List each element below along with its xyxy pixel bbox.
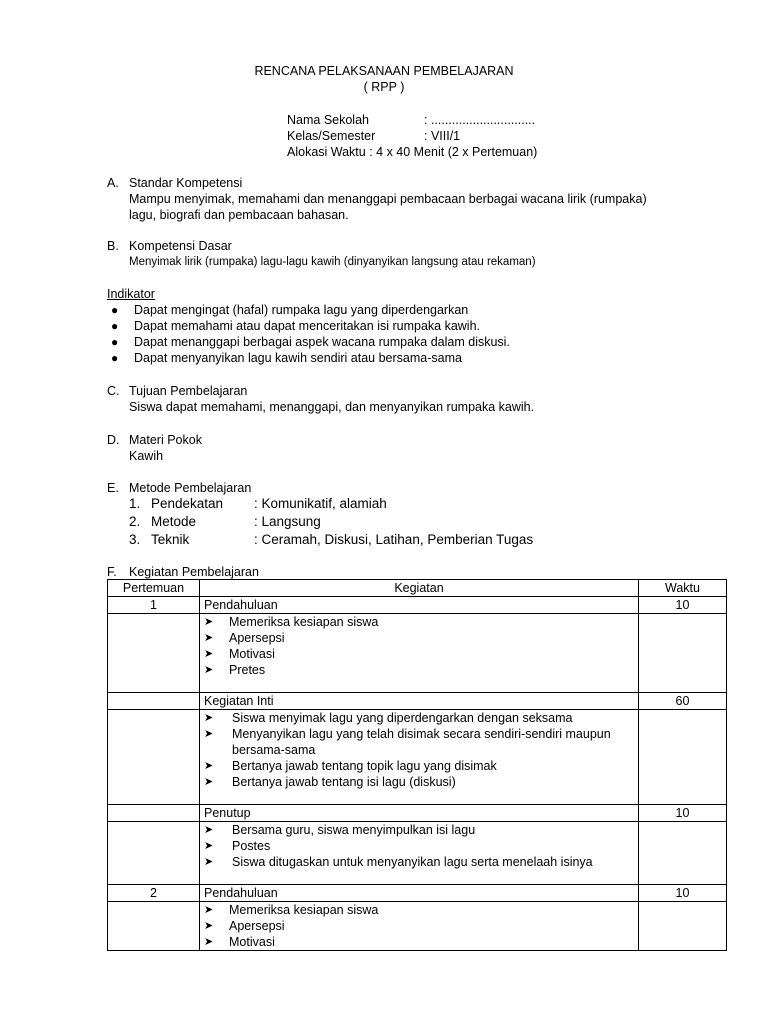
table-row — [108, 614, 727, 693]
arrow-bullet-icon: ➤ — [204, 648, 214, 660]
section-indikator — [107, 286, 727, 366]
pertemuan-cell — [108, 822, 200, 885]
list-item — [107, 302, 727, 318]
waktu-cell: 10 — [639, 805, 727, 822]
list-item — [107, 496, 727, 514]
section-heading: Metode Pembelajaran — [129, 481, 252, 495]
section-letter: B. — [107, 239, 119, 253]
list-item — [204, 822, 634, 838]
section-heading: Materi Pokok — [129, 433, 202, 447]
arrow-bullet-icon: ➤ — [204, 728, 214, 740]
list-item — [204, 902, 634, 918]
section-heading: Standar Kompetensi — [129, 176, 243, 190]
section-heading: Indikator — [107, 287, 155, 301]
list-item — [107, 532, 727, 550]
list-item — [204, 854, 634, 870]
section-text: Siswa dapat memahami, menanggapi, dan menyanyikan rumpaka kawih. — [129, 400, 535, 414]
activity-list — [204, 614, 634, 678]
section-heading: Kegiatan Pembelajaran — [129, 565, 259, 579]
bullet-icon: ● — [111, 303, 119, 317]
item-key: Pendekatan — [151, 496, 224, 511]
section-kegiatan-pembelajaran — [107, 564, 727, 580]
waktu-cell — [639, 614, 727, 693]
item-text: Bertanya jawab tentang isi lagu (diskusi) — [232, 775, 456, 789]
meta-label: Nama Sekolah — [287, 113, 369, 127]
meta-row — [287, 144, 537, 160]
section-letter: A. — [107, 176, 119, 190]
activity-list — [204, 710, 634, 790]
list-item — [107, 318, 727, 334]
list-item — [204, 758, 634, 774]
section-text — [107, 191, 727, 223]
column-header: Pertemuan — [108, 580, 200, 597]
table-row — [108, 710, 727, 805]
arrow-bullet-icon: ➤ — [204, 904, 214, 916]
meta-label: Kelas/Semester — [287, 129, 376, 143]
activities-table — [107, 579, 727, 951]
activity-cell — [200, 902, 639, 951]
meta-label: Alokasi Waktu : 4 x 40 Menit (2 x Pertemuan) — [287, 145, 538, 159]
activity-cell — [200, 822, 639, 885]
pertemuan-cell: 1 — [108, 597, 200, 614]
arrow-bullet-icon: ➤ — [204, 936, 214, 948]
table-row — [108, 822, 727, 885]
school-info — [287, 112, 537, 160]
item-text: Motivasi — [229, 935, 275, 949]
phase-cell: Pendahuluan — [200, 597, 639, 614]
pertemuan-cell — [108, 805, 200, 822]
list-item — [204, 934, 634, 950]
section-text: Kawih — [129, 449, 164, 463]
pertemuan-cell — [108, 710, 200, 805]
waktu-cell: 60 — [639, 693, 727, 710]
bullet-icon: ● — [111, 335, 119, 349]
activity-list — [204, 902, 634, 950]
section-kompetensi-dasar — [107, 238, 727, 270]
arrow-bullet-icon: ➤ — [204, 840, 214, 852]
phase-cell: Pendahuluan — [200, 885, 639, 902]
activity-cell — [200, 614, 639, 693]
table-row — [108, 885, 727, 902]
list-item — [204, 774, 634, 790]
section-letter: E. — [107, 481, 119, 495]
item-text: Dapat mengingat (hafal) rumpaka lagu yang diperdengarkan — [134, 303, 469, 317]
table-row — [108, 902, 727, 951]
section-letter: D. — [107, 433, 120, 447]
list-item — [204, 918, 634, 934]
phase-cell: Penutup — [200, 805, 639, 822]
section-letter: F. — [107, 565, 117, 579]
item-text: Siswa menyimak lagu yang diperdengarkan dengan seksama — [232, 711, 573, 725]
arrow-bullet-icon: ➤ — [204, 760, 214, 772]
item-text: Memeriksa kesiapan siswa — [229, 903, 379, 917]
item-text: Postes — [232, 839, 271, 853]
item-text: Apersepsi — [229, 631, 285, 645]
arrow-bullet-icon: ➤ — [204, 776, 214, 788]
item-text: Dapat memahami atau dapat menceritakan isi rumpaka kawih. — [134, 319, 481, 333]
section-heading: Tujuan Pembelajaran — [129, 384, 248, 398]
item-text: Memeriksa kesiapan siswa — [229, 615, 379, 629]
arrow-bullet-icon: ➤ — [204, 664, 214, 676]
bullet-icon: ● — [111, 319, 119, 333]
waktu-cell: 10 — [639, 597, 727, 614]
arrow-bullet-icon: ➤ — [204, 632, 214, 644]
section-text: Menyimak lirik (rumpaka) lagu-lagu kawih (dinyanyikan langsung atau rekaman) — [129, 256, 536, 268]
item-value: : Langsung — [254, 514, 321, 529]
phase-cell: Kegiatan Inti — [200, 693, 639, 710]
item-key: Metode — [151, 514, 197, 529]
list-item — [107, 334, 727, 350]
column-header: Kegiatan — [200, 580, 639, 597]
list-item — [107, 514, 727, 532]
bullet-icon: ● — [111, 351, 119, 365]
waktu-cell — [639, 710, 727, 805]
item-value: : Ceramah, Diskusi, Latihan, Pemberian Tugas — [254, 532, 534, 547]
item-text: Dapat menyanyikan lagu kawih sendiri atau bersama-sama — [134, 351, 462, 365]
item-text: Apersepsi — [229, 919, 285, 933]
pertemuan-cell — [108, 693, 200, 710]
method-list — [107, 496, 727, 550]
list-item — [204, 838, 634, 854]
text-line: Mampu menyimak, memahami dan menanggapi pembacaan berbagai wacana lirik (rumpaka) — [129, 192, 647, 206]
arrow-bullet-icon: ➤ — [204, 856, 214, 868]
section-heading: Kompetensi Dasar — [129, 239, 232, 253]
section-tujuan-pembelajaran — [107, 383, 727, 415]
item-number: 1. — [129, 496, 141, 511]
item-text: Bertanya jawab tentang topik lagu yang disimak — [232, 759, 497, 773]
arrow-bullet-icon: ➤ — [204, 920, 214, 932]
item-text: Dapat menanggapi berbagai aspek wacana rumpaka dalam diskusi. — [134, 335, 510, 349]
activity-cell — [200, 710, 639, 805]
pertemuan-cell — [108, 614, 200, 693]
item-text: Motivasi — [229, 647, 275, 661]
item-value: : Komunikatif, alamiah — [254, 496, 387, 511]
activity-list — [204, 822, 634, 870]
text-line: lagu, biografi dan pembacaan bahasan. — [129, 208, 349, 222]
table-header-row — [108, 580, 727, 597]
section-materi-pokok — [107, 432, 727, 464]
indicator-list — [107, 302, 727, 366]
meta-row — [287, 128, 537, 144]
arrow-bullet-icon: ➤ — [204, 616, 214, 628]
meta-value: : VIII/1 — [424, 129, 461, 143]
item-key: Teknik — [151, 532, 190, 547]
section-metode-pembelajaran — [107, 480, 727, 550]
item-text: Pretes — [229, 663, 266, 677]
table-row — [108, 805, 727, 822]
list-item — [204, 726, 634, 758]
meta-row — [287, 112, 537, 128]
list-item — [204, 646, 634, 662]
item-text: Siswa ditugaskan untuk menyanyikan lagu serta menelaah isinya — [232, 855, 593, 869]
waktu-cell — [639, 902, 727, 951]
waktu-cell: 10 — [639, 885, 727, 902]
section-standar-kompetensi — [107, 175, 727, 223]
list-item — [204, 662, 634, 678]
arrow-bullet-icon: ➤ — [204, 824, 214, 836]
list-item — [204, 630, 634, 646]
item-text: Bersama guru, siswa menyimpulkan isi lagu — [232, 823, 476, 837]
table-row — [108, 693, 727, 710]
section-letter: C. — [107, 384, 120, 398]
item-number: 3. — [129, 532, 141, 547]
document-subtitle: ( RPP ) — [363, 80, 405, 94]
item-number: 2. — [129, 514, 141, 529]
pertemuan-cell: 2 — [108, 885, 200, 902]
column-header: Waktu — [639, 580, 727, 597]
item-text: Menyanyikan lagu yang telah disimak secara sendiri-sendiri maupun bersama-sama — [232, 727, 611, 757]
document-title: RENCANA PELAKSANAAN PEMBELAJARAN — [254, 64, 514, 78]
waktu-cell — [639, 822, 727, 885]
arrow-bullet-icon: ➤ — [204, 712, 214, 724]
pertemuan-cell — [108, 902, 200, 951]
list-item — [204, 710, 634, 726]
list-item — [204, 614, 634, 630]
table-row — [108, 597, 727, 614]
list-item — [107, 350, 727, 366]
meta-value: : .............................. — [424, 113, 536, 127]
